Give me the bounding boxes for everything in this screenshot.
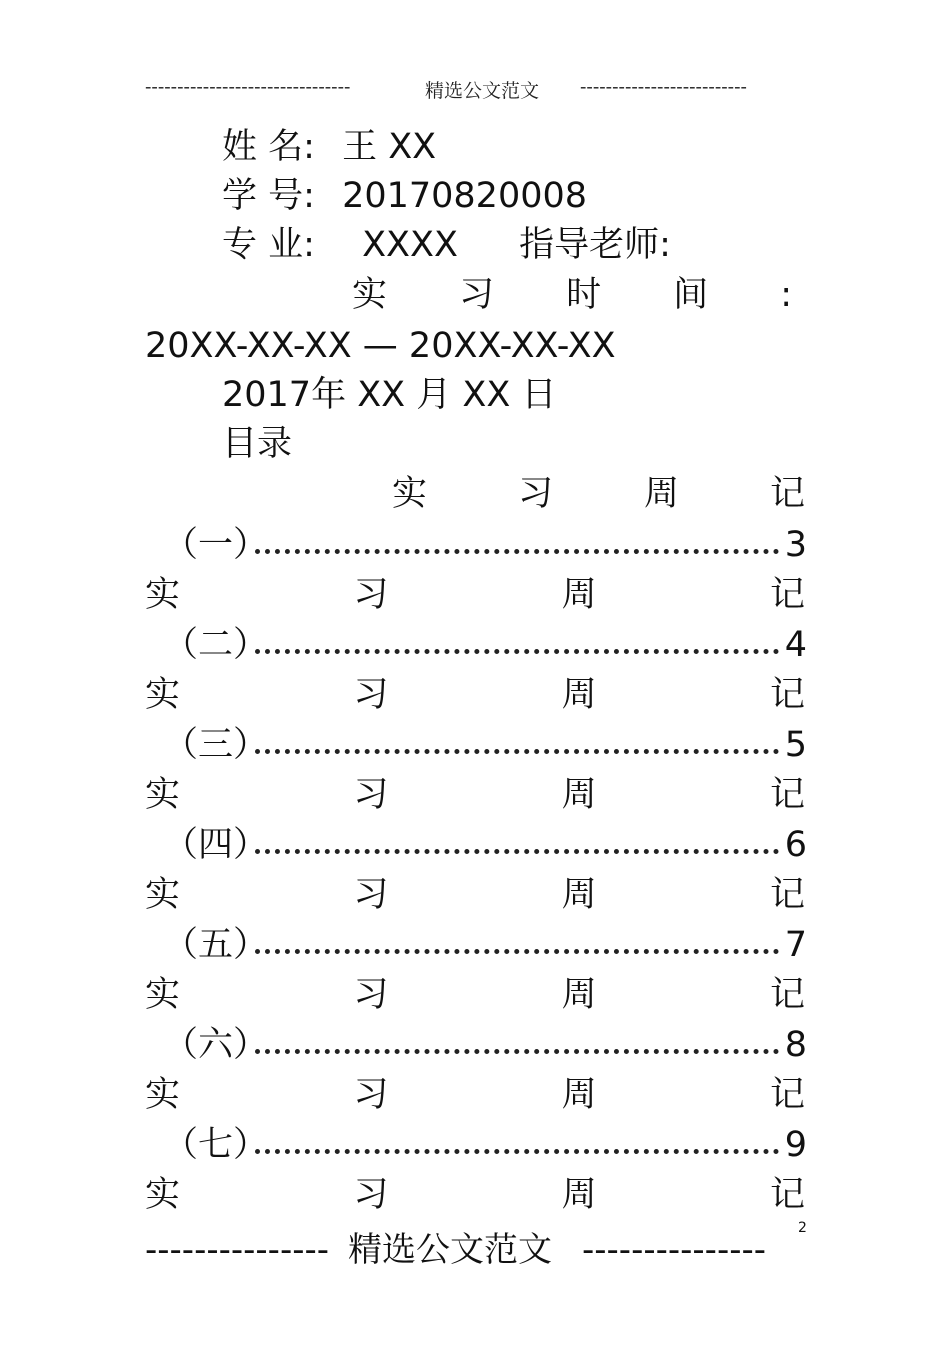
footer-dashes-right: --------------- <box>582 1230 767 1270</box>
toc-entry-number: （四） <box>163 825 269 865</box>
toc-title: 目录 <box>222 424 293 464</box>
heading-char: 实 <box>392 474 428 514</box>
title-char: 记 <box>769 775 805 815</box>
page-number: 2 <box>798 1220 807 1236</box>
toc-entry-number: （七） <box>163 1125 269 1165</box>
title-char: 实 <box>145 675 181 715</box>
title-char: 周 <box>561 875 597 915</box>
major-label: 专 业: <box>222 225 315 265</box>
footer-title: 精选公文范文 <box>348 1230 552 1270</box>
title-char: 习 <box>353 675 389 715</box>
page-header <box>0 76 950 106</box>
toc-entry[interactable] <box>145 525 807 565</box>
title-char: 习 <box>353 975 389 1015</box>
major-line <box>222 225 671 265</box>
title-char: 周 <box>561 975 597 1015</box>
title-char: 实 <box>145 975 181 1015</box>
toc-entry[interactable] <box>145 725 807 765</box>
name-label: 姓 名: <box>222 127 315 167</box>
toc-entry-page: 6 <box>784 825 807 865</box>
toc-leader-dots <box>255 949 779 954</box>
toc-entry-number: （六） <box>163 1025 269 1065</box>
toc-entry-title <box>145 975 805 1015</box>
name-value: 王 XX <box>342 127 437 167</box>
footer-dashes-left: --------------- <box>145 1230 330 1270</box>
title-char: 实 <box>145 875 181 915</box>
toc-entry-number: （一） <box>163 525 269 565</box>
period-label <box>352 275 792 315</box>
toc-leader-dots <box>255 749 779 754</box>
period-char: : <box>780 275 792 315</box>
title-char: 周 <box>561 1175 597 1215</box>
title-char: 习 <box>353 1175 389 1215</box>
advisor-label: 指导老师: <box>519 225 671 265</box>
name-line <box>222 127 436 167</box>
toc-entry-title <box>145 1075 805 1115</box>
period-char: 实 <box>352 275 388 315</box>
heading-char: 周 <box>643 474 679 514</box>
title-char: 周 <box>561 575 597 615</box>
toc-entry-page: 3 <box>784 525 807 565</box>
title-char: 周 <box>561 775 597 815</box>
title-char: 习 <box>353 775 389 815</box>
toc-entry-page: 4 <box>784 625 807 665</box>
toc-leader-dots <box>255 649 779 654</box>
title-char: 实 <box>145 1075 181 1115</box>
toc-entry[interactable] <box>145 925 807 965</box>
toc-entry[interactable] <box>145 1125 807 1165</box>
title-char: 记 <box>769 1075 805 1115</box>
period-char: 间 <box>673 275 709 315</box>
period-char: 习 <box>459 275 495 315</box>
toc-entry-number: （二） <box>163 625 269 665</box>
toc-entry[interactable] <box>145 625 807 665</box>
title-char: 记 <box>769 975 805 1015</box>
student-id-value: 20170820008 <box>342 176 588 216</box>
major-value: XXXX <box>362 225 458 265</box>
page-footer <box>0 1230 950 1270</box>
title-char: 记 <box>769 875 805 915</box>
title-char: 习 <box>353 1075 389 1115</box>
report-date: 2017年 XX 月 XX 日 <box>222 375 557 415</box>
toc-entry-title <box>145 875 805 915</box>
title-char: 实 <box>145 775 181 815</box>
toc-entry-title <box>145 675 805 715</box>
toc-entry-page: 8 <box>784 1025 807 1065</box>
title-char: 习 <box>353 875 389 915</box>
toc-entry-page: 9 <box>784 1125 807 1165</box>
toc-entry-page: 7 <box>784 925 807 965</box>
toc-leader-dots <box>255 549 779 554</box>
toc-entry-title <box>145 775 805 815</box>
title-char: 习 <box>353 575 389 615</box>
student-id-line <box>222 176 587 216</box>
student-id-label: 学 号: <box>222 176 315 216</box>
title-char: 周 <box>561 1075 597 1115</box>
title-char: 记 <box>769 675 805 715</box>
header-dashes-right: -------------------------- <box>580 76 747 98</box>
period-char: 时 <box>566 275 602 315</box>
header-dashes-left: -------------------------------- <box>145 76 351 98</box>
toc-leader-dots <box>255 1049 779 1054</box>
title-char: 记 <box>769 575 805 615</box>
toc-heading <box>392 474 805 514</box>
toc-entry-page: 5 <box>784 725 807 765</box>
title-char: 实 <box>145 1175 181 1215</box>
title-char: 记 <box>769 1175 805 1215</box>
toc-entry[interactable] <box>145 1025 807 1065</box>
toc-entry-title <box>145 1175 805 1215</box>
toc-leader-dots <box>255 849 779 854</box>
title-char: 实 <box>145 575 181 615</box>
header-title: 精选公文范文 <box>425 80 540 102</box>
title-char: 周 <box>561 675 597 715</box>
toc-entry[interactable] <box>145 825 807 865</box>
toc-leader-dots <box>255 1149 779 1154</box>
heading-char: 习 <box>517 474 553 514</box>
toc-entry-number: （五） <box>163 925 269 965</box>
toc-entry-title <box>145 575 805 615</box>
toc-entry-number: （三） <box>163 725 269 765</box>
heading-char: 记 <box>769 474 805 514</box>
period-value: 20XX-XX-XX — 20XX-XX-XX <box>145 326 616 366</box>
